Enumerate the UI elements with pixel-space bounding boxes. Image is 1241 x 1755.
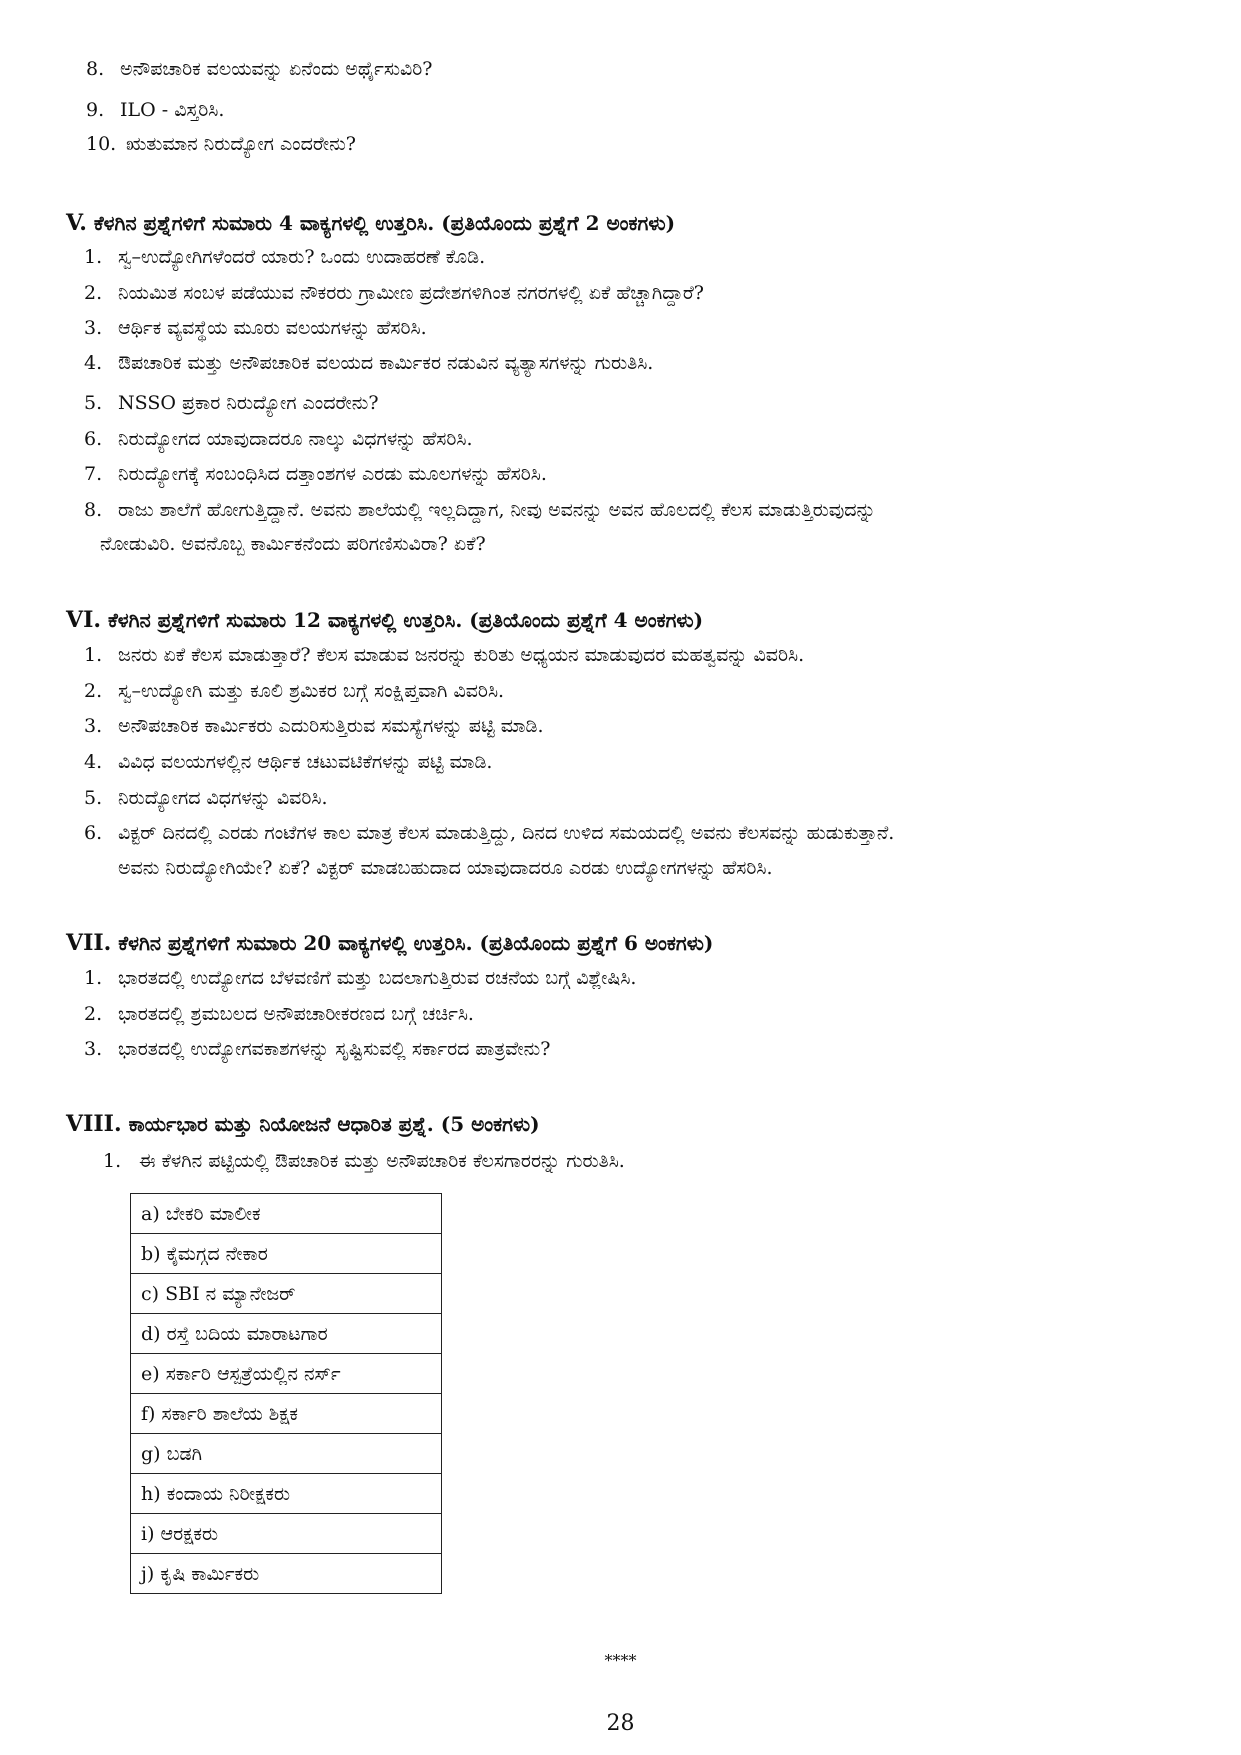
question-number: 4. bbox=[84, 751, 103, 773]
question-number: 3. bbox=[84, 715, 103, 737]
question-text: ಈ ಕೆಳಗಿನ ಪಟ್ಟಿಯಲ್ಲಿ ಔಪಚಾರಿಕ ಮತ್ತು ಅನೌಪಚಾರಿಕ ಕೆಲಸಗಾರರನ್ನು ಗುರುತಿಸಿ. bbox=[139, 1150, 625, 1172]
table-row bbox=[131, 1434, 442, 1474]
question-number: 5. bbox=[84, 787, 103, 809]
table-row bbox=[131, 1514, 442, 1554]
question-text: ಅನೌಪಚಾರಿಕ ವಲಯವನ್ನು ಏನೆಂದು ಅರ್ಥೈಸುವಿರಿ? bbox=[120, 58, 433, 80]
workers-table bbox=[130, 1193, 442, 1594]
question-text: ನಿರುದ್ಯೋಗದ ವಿಧಗಳನ್ನು ವಿವರಿಸಿ. bbox=[118, 787, 328, 809]
question-item bbox=[103, 1148, 625, 1174]
question-continuation: ಅವನು ನಿರುದ್ಯೋಗಿಯೇ? ಏಕೆ? ವಿಕ್ಟರ್ ಮಾಡಬಹುದಾದ ಯಾವುದಾದರೂ ಎರಡು ಉದ್ಯೋಗಗಳನ್ನು ಹೆಸರಿಸಿ. bbox=[118, 857, 773, 879]
table-row bbox=[131, 1274, 442, 1314]
question-item bbox=[84, 350, 653, 376]
section-heading-text: ಕೆಳಗಿನ ಪ್ರಶ್ನೆಗಳಿಗೆ ಸುಮಾರು 12 ವಾಕ್ಯಗಳಲ್ಲಿ ಉತ್ತರಿಸಿ. (ಪ್ರತಿಯೊಂದು ಪ್ರಶ್ನೆಗೆ 4 ಅಂಕಗಳು) bbox=[108, 608, 704, 632]
question-text: ಅನೌಪಚಾರಿಕ ಕಾರ್ಮಿಕರು ಎದುರಿಸುತ್ತಿರುವ ಸಮಸ್ಯೆಗಳನ್ನು ಪಟ್ಟಿ ಮಾಡಿ. bbox=[118, 715, 544, 737]
section-heading-text: ಕೆಳಗಿನ ಪ್ರಶ್ನೆಗಳಿಗೆ ಸುಮಾರು 4 ವಾಕ್ಯಗಳಲ್ಲಿ ಉತ್ತರಿಸಿ. (ಪ್ರತಿಯೊಂದು ಪ್ರಶ್ನೆಗೆ 2 ಅಂಕಗಳು) bbox=[93, 211, 676, 235]
question-item bbox=[84, 461, 547, 487]
question-text: ನಿಯಮಿತ ಸಂಬಳ ಪಡೆಯುವ ನೌಕರರು ಗ್ರಾಮೀಣ ಪ್ರದೇಶಗಳಿಗಿಂತ ನಗರಗಳಲ್ಲಿ ಏಕೆ ಹೆಚ್ಚಾಗಿದ್ದಾರೆ? bbox=[118, 282, 704, 304]
table-row bbox=[131, 1354, 442, 1394]
question-text: ಸ್ವ–ಉದ್ಯೋಗಿಗಳೆಂದರೆ ಯಾರು? ಒಂದು ಉದಾಹರಣೆ ಕೊಡಿ. bbox=[118, 246, 486, 268]
table-row bbox=[131, 1394, 442, 1434]
question-number: 1. bbox=[103, 1150, 122, 1172]
table-row bbox=[131, 1314, 442, 1354]
question-text: ಋತುಮಾನ ನಿರುದ್ಯೋಗ ಎಂದರೇನು? bbox=[126, 133, 356, 155]
question-text: ILO - ವಿಸ್ತರಿಸಿ. bbox=[120, 99, 225, 121]
question-text: ಭಾರತದಲ್ಲಿ ಶ್ರಮಬಲದ ಅನೌಪಚಾರೀಕರಣದ ಬಗ್ಗೆ ಚರ್ಚಿಸಿ. bbox=[118, 1003, 474, 1025]
question-item bbox=[84, 713, 544, 739]
question-item bbox=[86, 97, 224, 123]
question-item bbox=[84, 642, 804, 668]
table-cell: e) ಸರ್ಕಾರಿ ಆಸ್ಪತ್ರೆಯಲ್ಲಿನ ನರ್ಸ್ bbox=[131, 1354, 442, 1394]
section-heading-text: ಕೆಳಗಿನ ಪ್ರಶ್ನೆಗಳಿಗೆ ಸುಮಾರು 20 ವಾಕ್ಯಗಳಲ್ಲಿ ಉತ್ತರಿಸಿ. (ಪ್ರತಿಯೊಂದು ಪ್ರಶ್ನೆಗೆ 6 ಅಂಕಗಳು) bbox=[118, 931, 714, 955]
question-item bbox=[84, 497, 876, 523]
question-number: 3. bbox=[84, 1038, 103, 1060]
section-numeral: VI. bbox=[66, 607, 102, 633]
question-text: ಭಾರತದಲ್ಲಿ ಉದ್ಯೋಗವಕಾಶಗಳನ್ನು ಸೃಷ್ಟಿಸುವಲ್ಲಿ ಸರ್ಕಾರದ ಪಾತ್ರವೇನು? bbox=[118, 1038, 551, 1060]
section-v-heading bbox=[66, 209, 675, 237]
question-item bbox=[84, 315, 427, 341]
question-number: 2. bbox=[84, 1003, 103, 1025]
question-text: ವಿಕ್ಟರ್ ದಿನದಲ್ಲಿ ಎರಡು ಗಂಟೆಗಳ ಕಾಲ ಮಾತ್ರ ಕೆಲಸ ಮಾಡುತ್ತಿದ್ದು, ದಿನದ ಉಳಿದ ಸಮಯದಲ್ಲಿ ಅವನು ಕೆಲಸವನ್ನು ಹುಡುಕುತ್ತಾನೆ. bbox=[118, 822, 895, 844]
question-item bbox=[84, 820, 894, 846]
question-number: 6. bbox=[84, 822, 103, 844]
question-text: NSSO ಪ್ರಕಾರ ನಿರುದ್ಯೋಗ ಎಂದರೇನು? bbox=[118, 392, 379, 414]
section-vii-heading bbox=[66, 929, 713, 957]
question-item bbox=[86, 56, 433, 82]
question-number: 5. bbox=[84, 392, 103, 414]
question-number: 3. bbox=[84, 317, 103, 339]
question-text: ನಿರುದ್ಯೋಗಕ್ಕೆ ಸಂಬಂಧಿಸಿದ ದತ್ತಾಂಶಗಳ ಎರಡು ಮೂಲಗಳನ್ನು ಹೆಸರಿಸಿ. bbox=[118, 463, 547, 485]
table-row bbox=[131, 1474, 442, 1514]
question-text: ಜನರು ಏಕೆ ಕೆಲಸ ಮಾಡುತ್ತಾರೆ? ಕೆಲಸ ಮಾಡುವ ಜನರನ್ನು ಕುರಿತು ಅಧ್ಯಯನ ಮಾಡುವುದರ ಮಹತ್ವವನ್ನು ವಿವರಿಸಿ. bbox=[118, 644, 805, 666]
table-row bbox=[131, 1554, 442, 1594]
question-text: ವಿವಿಧ ವಲಯಗಳಲ್ಲಿನ ಆರ್ಥಿಕ ಚಟುವಟಿಕೆಗಳನ್ನು ಪಟ್ಟಿ ಮಾಡಿ. bbox=[118, 751, 493, 773]
question-item bbox=[86, 131, 356, 157]
question-item bbox=[84, 678, 504, 704]
page-number: 28 bbox=[606, 1711, 635, 1736]
table-cell: h) ಕಂದಾಯ ನಿರೀಕ್ಷಕರು bbox=[131, 1474, 442, 1514]
section-vi-heading bbox=[66, 606, 703, 634]
question-item bbox=[84, 390, 379, 416]
question-text: ಸ್ವ–ಉದ್ಯೋಗಿ ಮತ್ತು ಕೂಲಿ ಶ್ರಮಿಕರ ಬಗ್ಗೆ ಸಂಕ್ಷಿಪ್ತವಾಗಿ ವಿವರಿಸಿ. bbox=[118, 680, 505, 702]
section-viii-heading bbox=[66, 1110, 540, 1138]
section-numeral: VII. bbox=[66, 930, 112, 956]
table-row bbox=[131, 1194, 442, 1234]
table-cell: j) ಕೃಷಿ ಕಾರ್ಮಿಕರು bbox=[131, 1554, 442, 1594]
question-item bbox=[84, 426, 473, 452]
question-number: 8. bbox=[84, 499, 103, 521]
table-cell: b) ಕೈಮಗ್ಗದ ನೇಕಾರ bbox=[131, 1234, 442, 1274]
question-item bbox=[84, 965, 636, 991]
section-heading-text: ಕಾರ್ಯಭಾರ ಮತ್ತು ನಿಯೋಜನೆ ಆಧಾರಿತ ಪ್ರಶ್ನೆ. (5 ಅಂಕಗಳು) bbox=[128, 1112, 540, 1136]
end-mark: **** bbox=[604, 1651, 637, 1670]
question-number: 8. bbox=[86, 58, 105, 80]
question-item bbox=[84, 280, 704, 306]
question-text: ಔಪಚಾರಿಕ ಮತ್ತು ಅನೌಪಚಾರಿಕ ವಲಯದ ಕಾರ್ಮಿಕರ ನಡುವಿನ ವ್ಯತ್ಯಾಸಗಳನ್ನು ಗುರುತಿಸಿ. bbox=[118, 352, 654, 374]
question-item bbox=[84, 1001, 474, 1027]
table-cell: f) ಸರ್ಕಾರಿ ಶಾಲೆಯ ಶಿಕ್ಷಕ bbox=[131, 1394, 442, 1434]
question-number: 9. bbox=[86, 99, 105, 121]
question-number: 1. bbox=[84, 246, 103, 268]
question-item bbox=[84, 749, 492, 775]
question-item bbox=[84, 1036, 550, 1062]
question-number: 4. bbox=[84, 352, 103, 374]
question-number: 2. bbox=[84, 282, 103, 304]
question-number: 1. bbox=[84, 644, 103, 666]
section-numeral: VIII. bbox=[66, 1111, 122, 1137]
table-cell: i) ಆರಕ್ಷಕರು bbox=[131, 1514, 442, 1554]
question-number: 1. bbox=[84, 967, 103, 989]
question-text: ಆರ್ಥಿಕ ವ್ಯವಸ್ಥೆಯ ಮೂರು ವಲಯಗಳನ್ನು ಹೆಸರಿಸಿ. bbox=[118, 317, 427, 339]
question-item bbox=[84, 785, 328, 811]
question-continuation: ನೋಡುವಿರಿ. ಅವನೊಬ್ಬ ಕಾರ್ಮಿಕನೆಂದು ಪರಿಗಣಿಸುವಿರಾ? ಏಕೆ? bbox=[100, 533, 486, 555]
question-text: ಭಾರತದಲ್ಲಿ ಉದ್ಯೋಗದ ಬೆಳವಣಿಗೆ ಮತ್ತು ಬದಲಾಗುತ್ತಿರುವ ರಚನೆಯ ಬಗ್ಗೆ ವಿಶ್ಲೇಷಿಸಿ. bbox=[118, 967, 637, 989]
question-number: 10. bbox=[86, 133, 117, 155]
table-row bbox=[131, 1234, 442, 1274]
table-cell: a) ಬೇಕರಿ ಮಾಲೀಕ bbox=[131, 1194, 442, 1234]
table-cell: c) SBI ನ ಮ್ಯಾನೇಜರ್ bbox=[131, 1274, 442, 1314]
question-text: ರಾಜು ಶಾಲೆಗೆ ಹೋಗುತ್ತಿದ್ದಾನೆ. ಅವನು ಶಾಲೆಯಲ್ಲಿ ಇಲ್ಲದಿದ್ದಾಗ, ನೀವು ಅವನನ್ನು ಅವನ ಹೊಲದಲ್ಲಿ ಕೆಲಸ ಮಾಡುತ್ತಿರುವುದನ್ನು bbox=[118, 499, 876, 521]
question-number: 6. bbox=[84, 428, 103, 450]
table-cell: d) ರಸ್ತೆ ಬದಿಯ ಮಾರಾಟಗಾರ bbox=[131, 1314, 442, 1354]
question-number: 7. bbox=[84, 463, 103, 485]
question-item bbox=[84, 244, 485, 270]
question-text: ನಿರುದ್ಯೋಗದ ಯಾವುದಾದರೂ ನಾಲ್ಕು ವಿಧಗಳನ್ನು ಹೆಸರಿಸಿ. bbox=[118, 428, 473, 450]
table-cell: g) ಬಡಗಿ bbox=[131, 1434, 442, 1474]
section-numeral: V. bbox=[66, 210, 87, 236]
question-number: 2. bbox=[84, 680, 103, 702]
